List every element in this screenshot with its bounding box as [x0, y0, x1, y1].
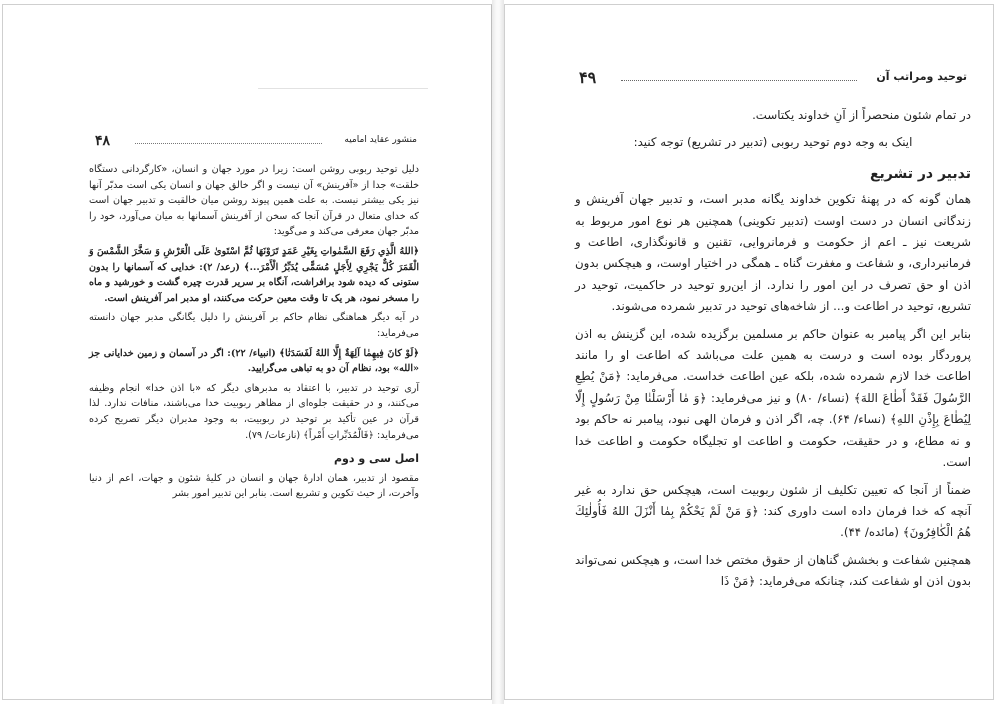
right-paragraph: ضمناً از آنجا که تعیین تکلیف از شئون ربوبیت است، هیچکس حق ندارد به غیر آنچه که خدا فرمان داده است داوری کند: ﴿وَ مَنْ لَمْ يَحْكُمْ بِمٰا أَنْزَلَ اللهُ فَأُولٰئِكَ هُمُ الْكٰافِرُونَ﴾ (مائده/ ۴۴). — [575, 482, 971, 540]
left-paragraph: آری توحید در تدبیر، با اعتقاد به مدبرهای دیگر که «با اذن خدا» انجام وظیفه می‌کنند، و در حقیقت جلوه‌ای از مظاهر ربوبیت خدا می‌باشند، منافات ندارد. لذا قرآن در عین تأکید بر توحید در ربوبیت، به وجود مدبران دیگر تصریح کرده می‌فرماید: ﴿فَالْمُدَبِّراتِ أَمْراً﴾ (نازعات/ ۷۹). — [89, 382, 419, 441]
right-page-header — [579, 68, 967, 90]
section-heading: اصل سی و دوم — [333, 452, 419, 466]
left-page-body — [89, 162, 419, 506]
right-paragraph: بنابر این اگر پیامبر به عنوان حاکم بر مسلمین برگزیده شده، این گزینش به اذن پروردگار بوده است و درست به همین علت می‌باشد که اطاعت او را مانند اطاعت خدا لازم شمرده شده، بلکه عین اطاعت خداست. می‌فرماید: ﴿مَنْ يُطِعِ الرَّسُولَ فَقَدْ أَطٰاعَ اللهَ﴾ (نساء/ ۸۰) و نیز می‌فرماید: ﴿وَ مٰا أَرْسَلْنٰا مِنْ رَسُولٍ إِلّٰا لِيُطٰاعَ بِإِذْنِ اللهِ﴾ (نساء/ ۶۴). چه، اگر اذن و فرمان الهی نبود، پیامبر نه حاکم بود و نه مطاع، و در حقیقت، حکومت و اطاعت او تجلیگاه حکومت و اطاعت خدا است. — [575, 326, 971, 470]
left-paragraph: دلیل توحید ربوبی روشن است: زیرا در مورد جهان و انسان، «کارگردانی دستگاه خلقت» جدا از «آفرینش» آن نیست و اگر خالق جهان و انسان یکی است مدبّر آنها نیز یکی بیشتر نیست. به علت همین پیوند روشن میان خالقیت و تدبیر جهان است که خدای متعال در قرآن آنجا که سخن از آفرینش آسمانها به میان می‌آورد، خود را مدبّر جهان معرفی می‌کند و می‌گوید: — [89, 164, 419, 238]
right-paragraph: همان گونه که در پهنهٔ تکوین خداوند یگانه مدبر است، و تدبیر جهان آفرینش و زندگانی انسان در دست اوست (تدبیر تکوینی) همچنین هر نوع امور مربوط به شریعت نیز ـ اعم از حکومت و فرمانروایی، تقنین و قانونگذاری، اطاعت و فرمانبرداری، و شفاعت و مغفرت گناه ـ همگی در اختیار اوست، و هیچکس بدون اذن او حق تصرف در این امور را ندارد. از این‌رو توحید در حاکمیت، توحید در تشریع، توحید در اطاعت و... از شاخه‌های توحید در تدبیر شمرده می‌شوند. — [575, 192, 971, 314]
left-paragraph: در آیه دیگر هماهنگی نظام حاکم بر آفرینش را دلیل یگانگی مدبر جهان دانسته می‌فرماید: — [89, 312, 419, 339]
left-running-title: منشور عقاید امامیه — [344, 135, 417, 145]
left-page-number: ۴۸ — [95, 133, 111, 149]
right-page — [504, 4, 994, 700]
right-paragraph: همچنین شفاعت و بخشش گناهان از حقوق مختص خدا است، و هیچکس نمی‌تواند بدون اذن او شفاعت کند، چنانکه می‌فرماید: ﴿مَنْ ذَا — [575, 552, 971, 589]
left-quote-paragraph: ﴿لَوْ كانَ فِيهِمٰا آلِهَةٌ إِلَّا اللهُ لَفَسَدَتٰا﴾ (انبیاء/ ۲۲): اگر در آسمان و زمین خدایانی جز «الله» بود، نظام آن دو به تباهی می‌گرایید. — [89, 347, 419, 375]
left-page — [2, 4, 492, 700]
right-page-number: ۴۹ — [579, 68, 597, 87]
left-quote-paragraph: ﴿اللهُ الَّذِي رَفَعَ السَّمٰواتِ بِغَيْرِ عَمَدٍ تَرَوْنَهَا ثُمَّ اسْتَوىٰ عَلَى الْعَرْشِ وَ سَخَّرَ الشَّمْسَ وَ الْقَمَرَ كُلٌّ يَجْرِي لِأَجَلٍ مُسَمًّى يُدَبِّرُ الْأَمْرَ...﴾ (رعد/ ۲): خدایی که آسمانها را بدون ستونی که دیده شود برافراشت، آنگاه بر سریر قدرت چیره گشت و خورشید و ماه را مسخر نمود، هر یک تا وقت معین حرکت می‌کنند، او مدبر امر آفرینش است. — [89, 245, 419, 304]
header-dotted-rule — [621, 80, 857, 81]
right-page-body — [575, 105, 971, 599]
right-paragraph: اینک به وجه دوم توحید ربوبی (تدبیر در تشریع) توجه کنید: — [633, 135, 913, 150]
left-paragraph: مقصود از تدبیر، همان ادارهٔ جهان و انسان در کلیهٔ شئون و جهات، اعم از دنیا وآخرت، از حیث تکوین و تشریع است. بنابر این تدبیر امور بشر — [89, 472, 419, 500]
book-gutter — [492, 0, 504, 704]
header-dotted-rule — [135, 143, 322, 144]
page-top-rule — [258, 88, 428, 89]
left-page-header — [95, 133, 417, 153]
section-heading: تدبیر در تشریع — [869, 165, 971, 182]
right-running-title: توحید ومراتب آن — [876, 70, 967, 83]
right-paragraph: در تمام شئون منحصراً از آنِ خداوند یکتاست. — [752, 108, 971, 122]
